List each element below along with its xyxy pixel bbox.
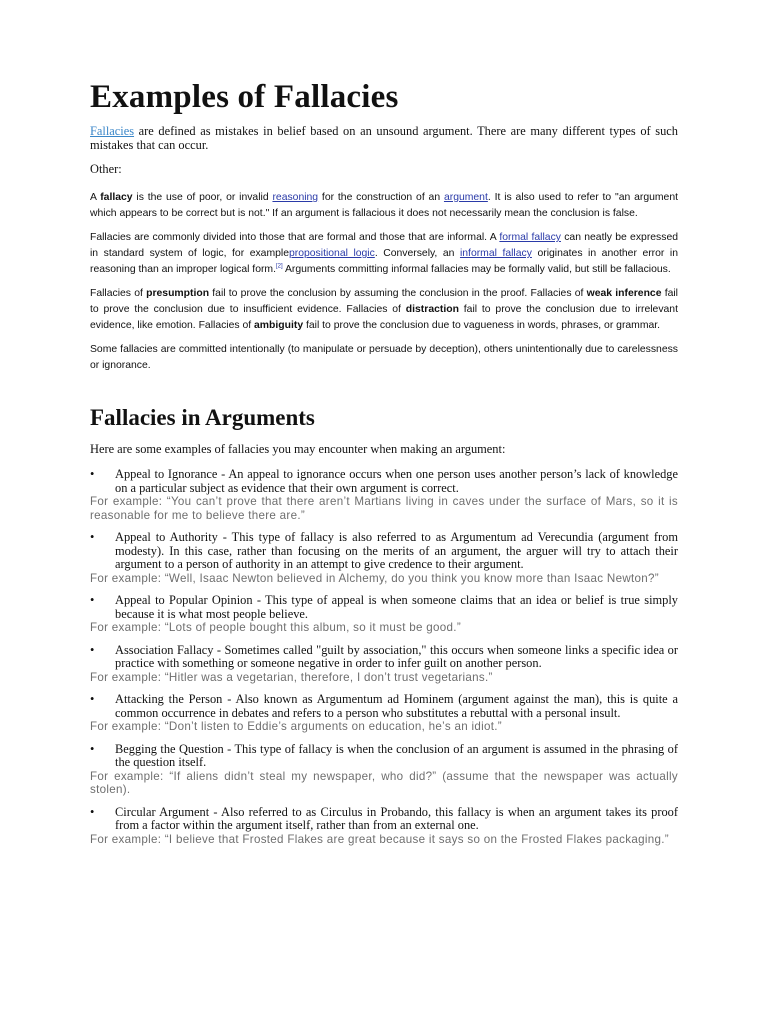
fallacies-link[interactable]: Fallacies	[90, 124, 135, 138]
bullet: •	[90, 467, 95, 481]
item-text: Appeal to Popular Opinion - This type of appeal is when someone claims that an idea or belief is true simply because it is what most people believe.	[115, 593, 678, 621]
section-heading: Fallacies in Arguments	[90, 405, 315, 430]
list-item	[90, 594, 678, 635]
list-item	[90, 743, 678, 797]
bullet: •	[90, 593, 95, 607]
bullet: •	[90, 741, 95, 756]
item-text: Attacking the Person - Also known as Argumentum ad Hominem (argument against the man), this is quite a common occurrence in debates and refers to a person who substitutes a rebuttal with a personal insult.	[115, 692, 678, 720]
informal-fallacy-link[interactable]: informal fallacy	[459, 248, 532, 259]
bold-term: fallacy	[100, 192, 133, 203]
item-example: For example: “I believe that Frosted Flakes are great because it says so on the Frosted Flakes packaging.”	[90, 832, 669, 846]
bullet: •	[90, 692, 95, 706]
definition-paragraph: A fallacy is the use of poor, or invalid reasoning for the construction of an argument. It is also used to refer to "an argument which appears to be correct but is not." If an argument is fallacious it does not necessarily mean the conclusion is false.	[90, 192, 679, 219]
list-item	[90, 693, 678, 734]
document-page	[90, 78, 678, 855]
item-example: For example: “Well, Isaac Newton believed in Alchemy, do you think you know more than Isaac Newton?”	[90, 571, 659, 585]
fallacies-section	[90, 404, 678, 846]
reasoning-link[interactable]: reasoning	[272, 192, 319, 203]
bullet: •	[90, 804, 95, 819]
item-example: For example: “Lots of people bought this album, so it must be good.”	[90, 621, 461, 634]
item-text: Circular Argument - Also referred to as Circulus in Probando, this fallacy is when an argument takes its proof from a factor within the argument itself, rather than from an external one.	[115, 804, 678, 832]
section-lead: Here are some examples of fallacies you may encounter when making an argument:	[90, 442, 506, 456]
item-example: For example: “If aliens didn’t steal my newspaper, who did?” (assume that the newspaper was actually stolen).	[90, 769, 678, 796]
item-text: Appeal to Ignorance - An appeal to ignorance occurs when one person uses another person’s lack of knowledge on a particular subject as evidence that their own argument is correct.	[115, 467, 678, 495]
item-text: Begging the Question - This type of fallacy is when the conclusion of an argument is assumed in the phrasing of the question itself.	[115, 741, 678, 769]
item-text: Association Fallacy - Sometimes called "guilt by association," this occurs when someone links a specific idea or practice with something or someone negative in order to infer guilt on another person.	[115, 642, 678, 670]
reference-link[interactable]: [2]	[275, 263, 283, 270]
intro-paragraph: Fallacies are defined as mistakes in belief based on an unsound argument. There are many different types of such mistakes that can occur.	[90, 124, 678, 152]
other-label: Other:	[90, 162, 122, 176]
intent-paragraph: Some fallacies are committed intentionally (to manipulate or persuade by deception), others unintentionally due to carelessness or ignorance.	[90, 344, 678, 371]
item-text: Appeal to Authority - This type of fallacy is also referred to as Argumentum ad Verecundia (argument from modesty). In this case, rather than focusing on the merits of an argument, the arguer will try to attach their argument to a person of authority in an attempt to give credence to their argument.	[115, 530, 678, 571]
bullet: •	[90, 530, 95, 544]
list-item	[90, 468, 678, 522]
item-example: For example: “Don’t listen to Eddie’s arguments on education, he’s an idiot.”	[90, 720, 502, 733]
argument-link[interactable]: argument	[443, 192, 488, 203]
list-item	[90, 806, 678, 847]
bullet: •	[90, 642, 95, 657]
formal-fallacy-link[interactable]: formal fallacy	[499, 232, 561, 243]
list-item	[90, 644, 678, 685]
page-title: Examples of Fallacies	[90, 79, 399, 115]
categories-paragraph: Fallacies of presumption fail to prove the conclusion by assuming the conclusion in the proof. Fallacies of weak inference fail to prove the conclusion due to insufficient evidence. Fallacies of distraction fail to prove the conclusion due to irrelevant evidence, like emotion. Fallacies of ambiguity fail to prove the conclusion due to vagueness in words, phrases, or grammar.	[90, 288, 678, 331]
propositional-logic-link[interactable]: propositional logic	[288, 248, 375, 259]
item-example: For example: “You can’t prove that there aren’t Martians living in caves under the surface of Mars, so it is reasonable for me to believe there are.”	[90, 495, 678, 522]
list-item	[90, 531, 678, 585]
item-example: For example: “Hitler was a vegetarian, therefore, I don’t trust vegetarians.”	[90, 670, 493, 684]
formal-informal-paragraph: Fallacies are commonly divided into those that are formal and those that are informal. A formal fallacy can neatly be expressed in standard system of logic, for examplepropositional logic. Conversely, an informal fallacy originates in another error in reasoning than an improper logical form.[2] Arguments committing informal fallacies may be formally valid, but still be fallacious.	[90, 232, 679, 275]
